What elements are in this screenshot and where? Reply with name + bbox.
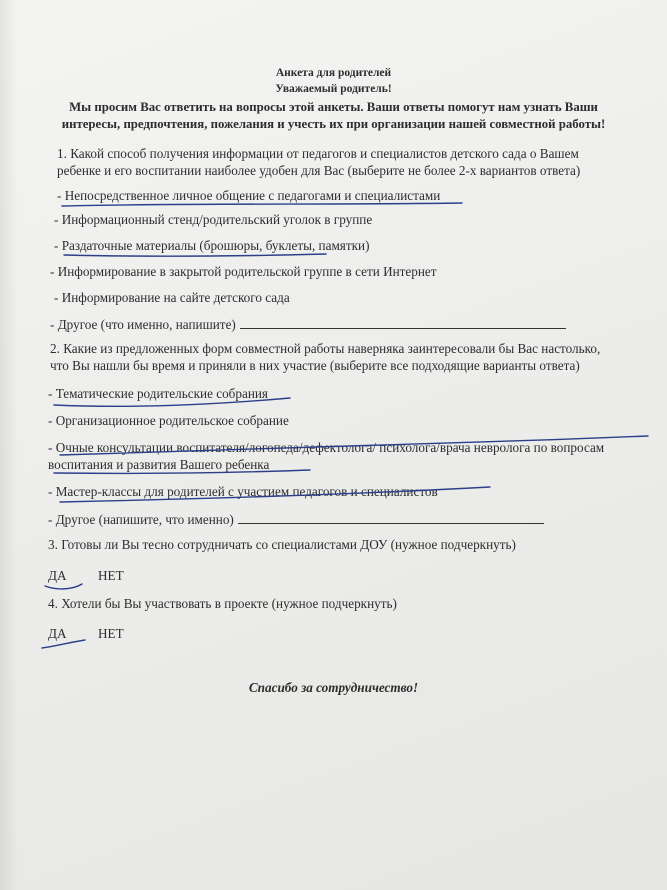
q3-answer-no: НЕТ — [98, 568, 124, 583]
question-4: 4. Хотели бы Вы участвовать в проекте (нужное подчеркнуть) — [48, 596, 397, 611]
q1-option-2: - Информационный стенд/родительский уголок в группе — [54, 212, 373, 227]
q3-answer-yes: ДА — [48, 568, 67, 583]
q1-other-blank — [240, 316, 566, 329]
q4-answer-no: НЕТ — [98, 626, 124, 641]
pen-underline-q1-opt3 — [64, 254, 326, 256]
q2-option-3-line-2: воспитания и развития Вашего ребенка — [48, 457, 270, 472]
q4-answer-yes: ДА — [48, 626, 67, 641]
intro-line-1: Мы просим Вас ответить на вопросы этой анкеты. Ваши ответы помогут нам узнать Ваши — [69, 100, 598, 114]
question-2-line-1: 2. Какие из предложенных форм совместной работы наверняка заинтересовали бы Вас настолько, — [50, 341, 601, 356]
intro-line-2: интересы, предпочтения, пожелания и учесть их при организации нашей совместной работы! — [61, 117, 606, 131]
q2-other-blank — [238, 511, 544, 524]
q1-other-label: - Другое (что именно, напишите) — [50, 317, 236, 332]
question-2-line-2: что Вы нашли бы время и приняли в них участие (выберите все подходящие варианты ответа) — [50, 358, 580, 373]
q2-option-5 — [48, 511, 544, 528]
question-1-line-2: ребенке и его воспитании наиболее удобен для Вас (выберите не более 2-х вариантов ответа) — [57, 163, 581, 178]
q2-option-2: - Организационное родительское собрание — [48, 413, 289, 428]
q1-option-5: - Информирование на сайте детского сада — [54, 290, 290, 305]
q1-option-1: - Непосредственное личное общение с педагогами и специалистами — [57, 188, 441, 203]
question-3: 3. Готовы ли Вы тесно сотрудничать со специалистами ДОУ (нужное подчеркнуть) — [48, 537, 516, 552]
q1-option-6 — [50, 316, 566, 333]
greeting: Уважаемый родитель! — [275, 83, 392, 95]
question-1-line-1: 1. Какой способ получения информации от педагогов и специалистов детского сада о Вашем — [57, 146, 579, 161]
q2-option-4: - Мастер-классы для родителей с участием педагогов и специалистов — [48, 484, 438, 499]
form-title: Анкета для родителей — [275, 67, 392, 79]
q2-other-label: - Другое (напишите, что именно) — [48, 512, 234, 527]
q1-option-4: - Информирование в закрытой родительской группе в сети Интернет — [50, 264, 437, 279]
q2-option-1: - Тематические родительские собрания — [48, 386, 269, 401]
pen-underline-q3-yes — [45, 584, 82, 589]
q1-option-3: - Раздаточные материалы (брошюры, буклеты, памятки) — [54, 238, 370, 253]
paper-shadow — [0, 0, 18, 890]
q2-option-3-line-1: - Очные консультации воспитателя/логопеда/дефектолога/ психолога/врача невролога по вопросам — [48, 440, 605, 455]
thank-you-note: Спасибо за сотрудничество! — [248, 680, 419, 695]
